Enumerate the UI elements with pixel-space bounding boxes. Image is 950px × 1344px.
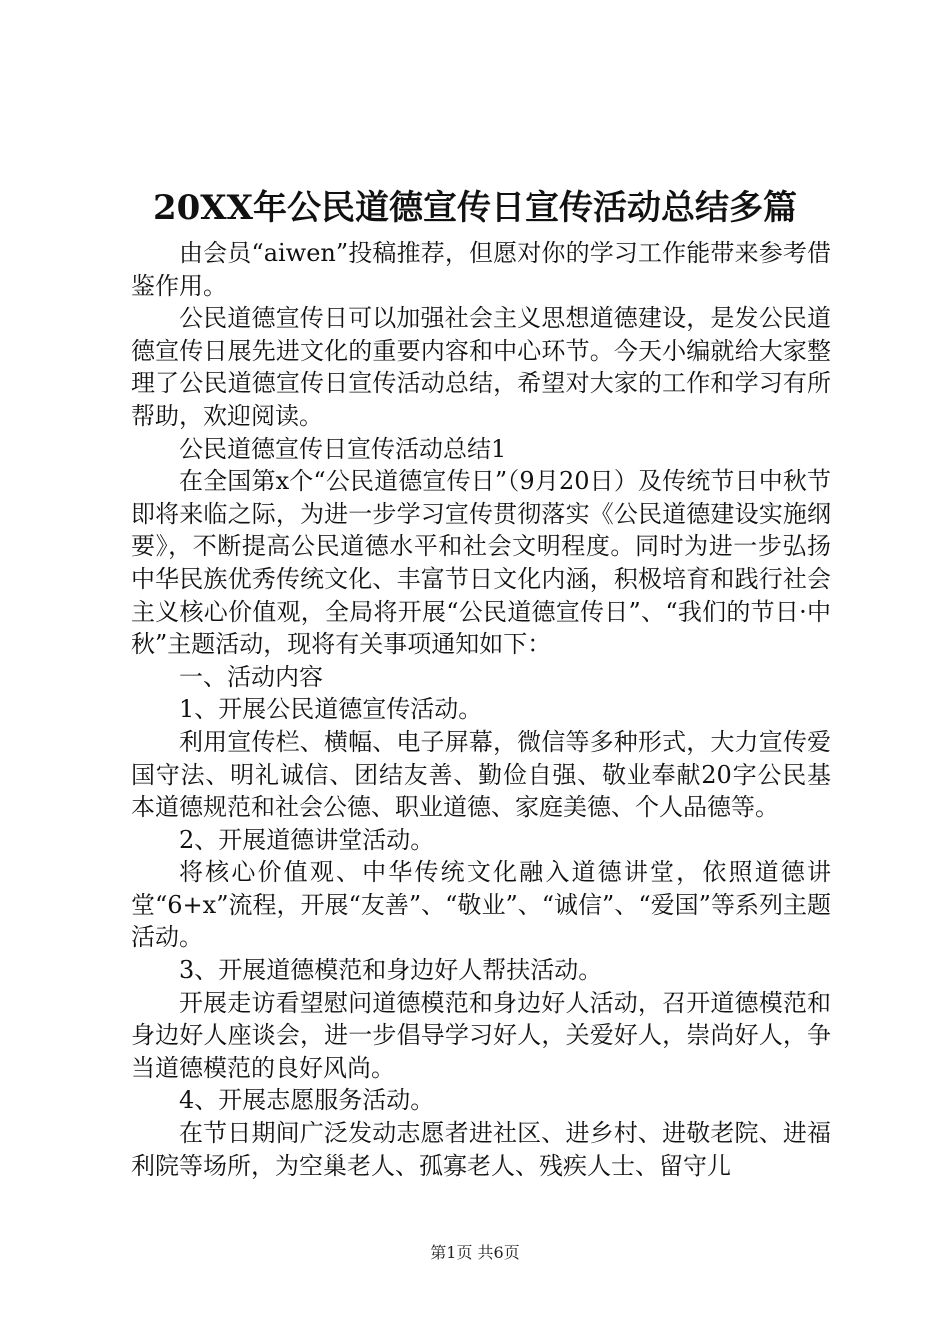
paragraph: 利用宣传栏、横幅、电子屏幕，微信等多种形式，大力宣传爱国守法、明礼诚信、团结友善、勤俭自强、敬业奉献20字公民基本道德规范和社会公德、职业道德、家庭美德、个人品德等。 <box>131 727 831 822</box>
list-item-heading: 2、开展道德讲堂活动。 <box>179 825 435 854</box>
paragraph: 在节日期间广泛发动志愿者进社区、进乡村、进敬老院、进福利院等场所，为空巢老人、孤寡老人、残疾人士、留守儿 <box>131 1119 831 1180</box>
list-item-heading: 3、开展道德模范和身边好人帮扶活动。 <box>179 956 603 985</box>
section-heading: 一、活动内容 <box>179 662 323 691</box>
paragraph: 由会员“aiwen”投稿推荐，但愿对你的学习工作能带来参考借鉴作用。 <box>131 239 831 300</box>
section-heading: 公民道德宣传日宣传活动总结1 <box>179 434 507 463</box>
list-item-heading: 1、开展公民道德宣传活动。 <box>179 695 483 724</box>
paragraph: 在全国第x个“公民道德宣传日”（9月20日）及传统节日中秋节即将来临之际，为进一步学习宣传贯彻落实《公民道德建设实施纲要》，不断提高公民道德水平和社会文明程度。同时为进一步弘扬中华民族优秀传统文化、丰富节日文化内涵，积极培育和践行社会主义核心价值观，全局将开展“公民道德宣传日”、“我们的节日·中秋”主题活动，现将有关事项通知如下： <box>131 467 831 659</box>
document-body <box>131 237 831 1182</box>
list-item-heading: 4、开展志愿服务活动。 <box>179 1086 435 1115</box>
paragraph: 开展走访看望慰问道德模范和身边好人活动，召开道德模范和身边好人座谈会，进一步倡导学习好人，关爱好人，崇尚好人，争当道德模范的良好风尚。 <box>131 988 831 1082</box>
paragraph: 公民道德宣传日可以加强社会主义思想道德建设，是发公民道德宣传日展先进文化的重要内容和中心环节。今天小编就给大家整理了公民道德宣传日宣传活动总结，希望对大家的工作和学习有所帮助，欢迎阅读。 <box>131 304 831 430</box>
page-footer: 第1页 共6页 <box>430 1243 520 1262</box>
paragraph: 将核心价值观、中华传统文化融入道德讲堂，依照道德讲堂“6+x”流程，开展“友善”、“敬业”、“诚信”、“爱国”等系列主题活动。 <box>131 858 831 952</box>
document-title: 20XX年公民道德宣传日宣传活动总结多篇 <box>152 188 798 228</box>
